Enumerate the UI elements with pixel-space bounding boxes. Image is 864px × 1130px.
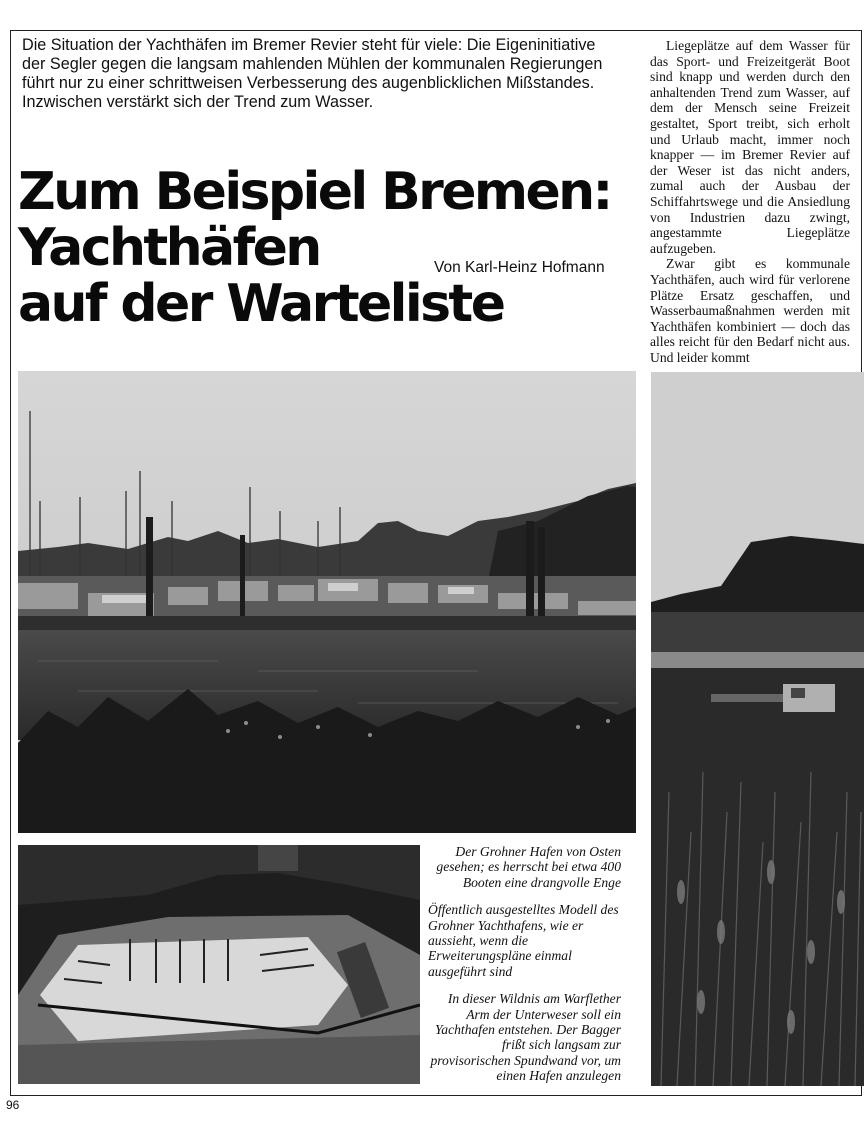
teaser-text: Die Situation der Yachthäfen im Bremer Revier steht für viele: Die Eigeninitiative der Segler gegen die langsam mahlenden Mühlen der kommunalen Regierungen führt nur zu einer schrittweisen Verbesserung des augenblicklichen Mißstandes. Inzwischen verstärkt sich der Trend zum Wasser. bbox=[22, 36, 603, 111]
marina-photo bbox=[18, 371, 636, 833]
body-paragraph: Zwar gibt es kommunale Yachthäfen, auch wird für verlorene Plätze Ersatz geschaffen, und Wasserbaumaßnahmen werden mit Yachthäfen kombiniert — doch das alles reicht für den Bedarf nicht aus. Und leider kommt bbox=[650, 256, 850, 365]
caption-model: Öffentlich ausgestelltes Modell des Grohner Yachthafens, wie er aussieht, wenn die Erweiterungspläne einmal ausgeführt sind bbox=[428, 902, 619, 979]
headline-line-1: Zum Beispiel Bremen: bbox=[18, 162, 611, 222]
caption-wilderness: In dieser Wildnis am Warflether Arm der Unterweser soll ein Yachthafen entstehen. Der Bagger frißt sich langsam zur provisorischen Spundwand vor, um einen Hafen anzulegen bbox=[430, 991, 621, 1084]
page-number: 96 bbox=[6, 1098, 20, 1112]
headline bbox=[18, 164, 611, 332]
marina-model-photo bbox=[18, 845, 420, 1084]
photo-captions bbox=[428, 844, 621, 1096]
headline-line-3: auf der Warteliste bbox=[18, 274, 504, 334]
caption-marina: Der Grohner Hafen von Osten gesehen; es herrscht bei etwa 400 Booten eine drangvolle Enge bbox=[436, 844, 621, 890]
wilderness-photo bbox=[651, 372, 864, 1086]
byline: Von Karl-Heinz Hofmann bbox=[434, 259, 605, 276]
body-paragraph: Liegeplätze auf dem Wasser für das Sport- und Freizeitgerät Boot sind knapp und werden durch den anhaltenden Trend zum Wasser, auf dem der Mensch seine Freizeit gestaltet, Sport treibt, sich erholt und Urlaub macht, immer noch knapper — im Bremer Revier auf der Weser ist das nicht anders, zumal auch der Ausbau der Schiffahrtswege und die Ansiedlung von Industrien dazu zwingt, angestammte Liegeplätze aufzugeben. bbox=[650, 38, 850, 256]
body-column bbox=[650, 38, 850, 365]
headline-line-2: Yachthäfen bbox=[18, 218, 320, 278]
